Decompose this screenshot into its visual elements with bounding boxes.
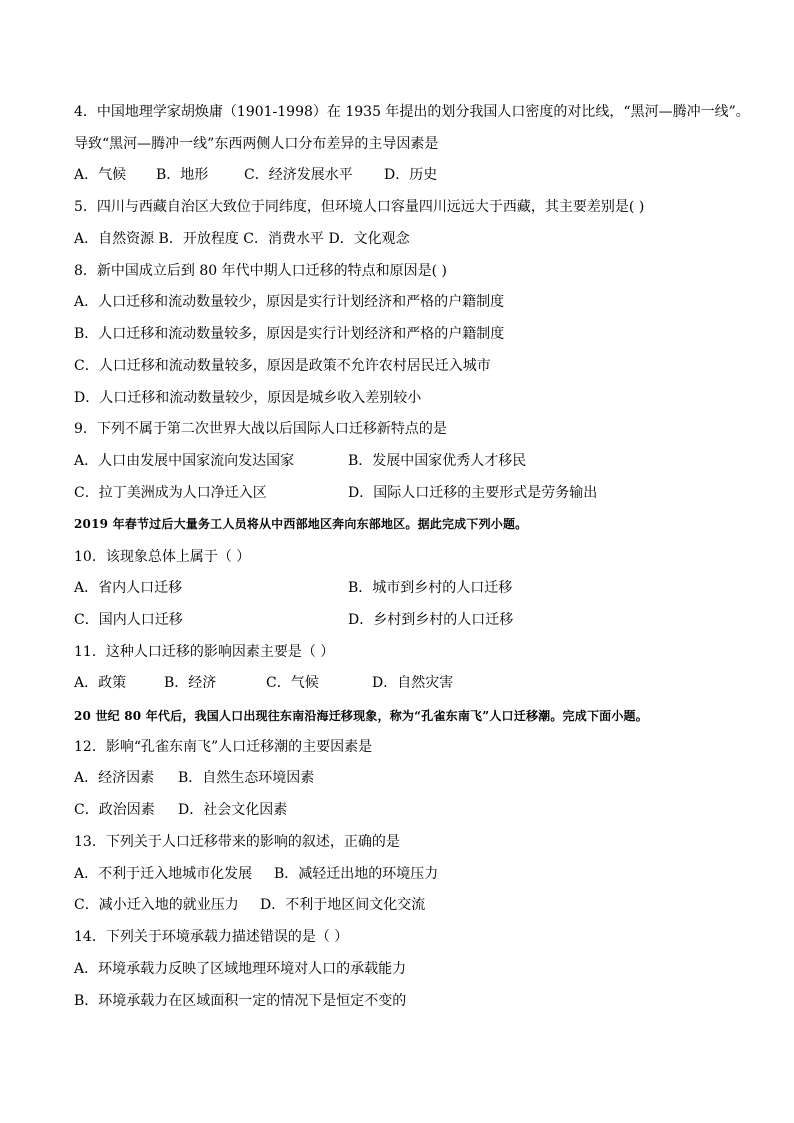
q9-stem: 9．下列不属于第二次世界大战以后国际人口迁移新特点的是 [74, 421, 447, 437]
q8-option-c: C．人口迁移和流动数量较多，原因是政策不允许农村居民迁入城市 [74, 358, 491, 374]
q12-option-d: D．社会文化因素 [178, 802, 288, 818]
q14-option-a: A．环境承载力反映了区域地理环境对人口的承载能力 [74, 961, 407, 977]
q13-option-a: A．不利于迁入地城市化发展 [74, 866, 253, 882]
q4-option-c: C．经济发展水平 [244, 167, 353, 183]
q13-option-b: B．减轻迁出地的环境压力 [274, 866, 439, 882]
q12-option-c: C．政治因素 [74, 802, 155, 818]
q11-option-b: B．经济 [164, 675, 217, 691]
material-2: 20 世纪 80 年代后，我国人口出现往东南沿海迁移现象，称为“孔雀东南飞”人口迁移潮。完成下面小题。 [74, 709, 648, 723]
q10-option-d: D．乡村到乡村的人口迁移 [348, 612, 514, 628]
q9-option-c: C．拉丁美洲成为人口净迁入区 [74, 485, 267, 501]
q10-option-b: B．城市到乡村的人口迁移 [348, 580, 513, 596]
q12-option-a: A．经济因素 [74, 770, 155, 786]
q8-option-b: B．人口迁移和流动数量较多，原因是实行计划经济和严格的户籍制度 [74, 326, 505, 342]
q13-stem: 13．下列关于人口迁移带来的影响的叙述，正确的是 [74, 834, 400, 850]
q10-option-a: A．省内人口迁移 [74, 580, 183, 596]
q10-option-c: C．国内人口迁移 [74, 612, 183, 628]
q8-option-d: D．人口迁移和流动数量较少，原因是城乡收入差别较小 [74, 390, 422, 406]
q9-option-a: A．人口由发展中国家流向发达国家 [74, 453, 295, 469]
q12-stem: 12．影响“孔雀东南飞”人口迁移潮的主要因素是 [74, 739, 373, 755]
q11-option-c: C．气候 [266, 675, 319, 691]
q4-option-b: B．地形 [156, 167, 209, 183]
q12-option-b: B．自然生态环境因素 [178, 770, 315, 786]
q13-option-c: C．减小迁入地的就业压力 [74, 897, 239, 913]
q4-stem-line1: 4．中国地理学家胡焕庸（1901-1998）在 1935 年提出的划分我国人口密度的对比线，“黑河—腾冲一线”。 [74, 104, 750, 120]
q11-stem: 11．这种人口迁移的影响因素主要是（ ） [74, 644, 335, 660]
q4-option-d: D．历史 [384, 167, 438, 183]
q10-stem: 10．该现象总体上属于（ ） [74, 549, 251, 565]
q4-option-a: A．气候 [74, 167, 127, 183]
q8-option-a: A．人口迁移和流动数量较少，原因是实行计划经济和严格的户籍制度 [74, 294, 505, 310]
material-1: 2019 年春节过后大量务工人员将从中西部地区奔向东部地区。据此完成下列小题。 [74, 517, 528, 531]
q9-option-b: B．发展中国家优秀人才移民 [348, 453, 527, 469]
q9-option-d: D．国际人口迁移的主要形式是劳务输出 [348, 485, 598, 501]
q13-option-d: D．不利于地区间文化交流 [260, 897, 426, 913]
q11-option-d: D．自然灾害 [372, 675, 454, 691]
q5-options: A．自然资源 B．开放程度 C．消费水平 D．文化观念 [74, 231, 410, 247]
q8-stem: 8．新中国成立后到 80 年代中期人口迁移的特点和原因是( ) [74, 263, 447, 279]
q14-stem: 14．下列关于环境承载力描述错误的是（ ） [74, 929, 349, 945]
q11-option-a: A．政策 [74, 675, 127, 691]
q14-option-b: B．环境承载力在区域面积一定的情况下是恒定不变的 [74, 993, 407, 1009]
q5-stem: 5．四川与西藏自治区大致位于同纬度，但环境人口容量四川远远大于西藏，其主要差别是( ) [74, 199, 645, 215]
q4-stem-line2: 导致“黑河—腾冲一线”东西两侧人口分布差异的主导因素是 [74, 136, 439, 152]
